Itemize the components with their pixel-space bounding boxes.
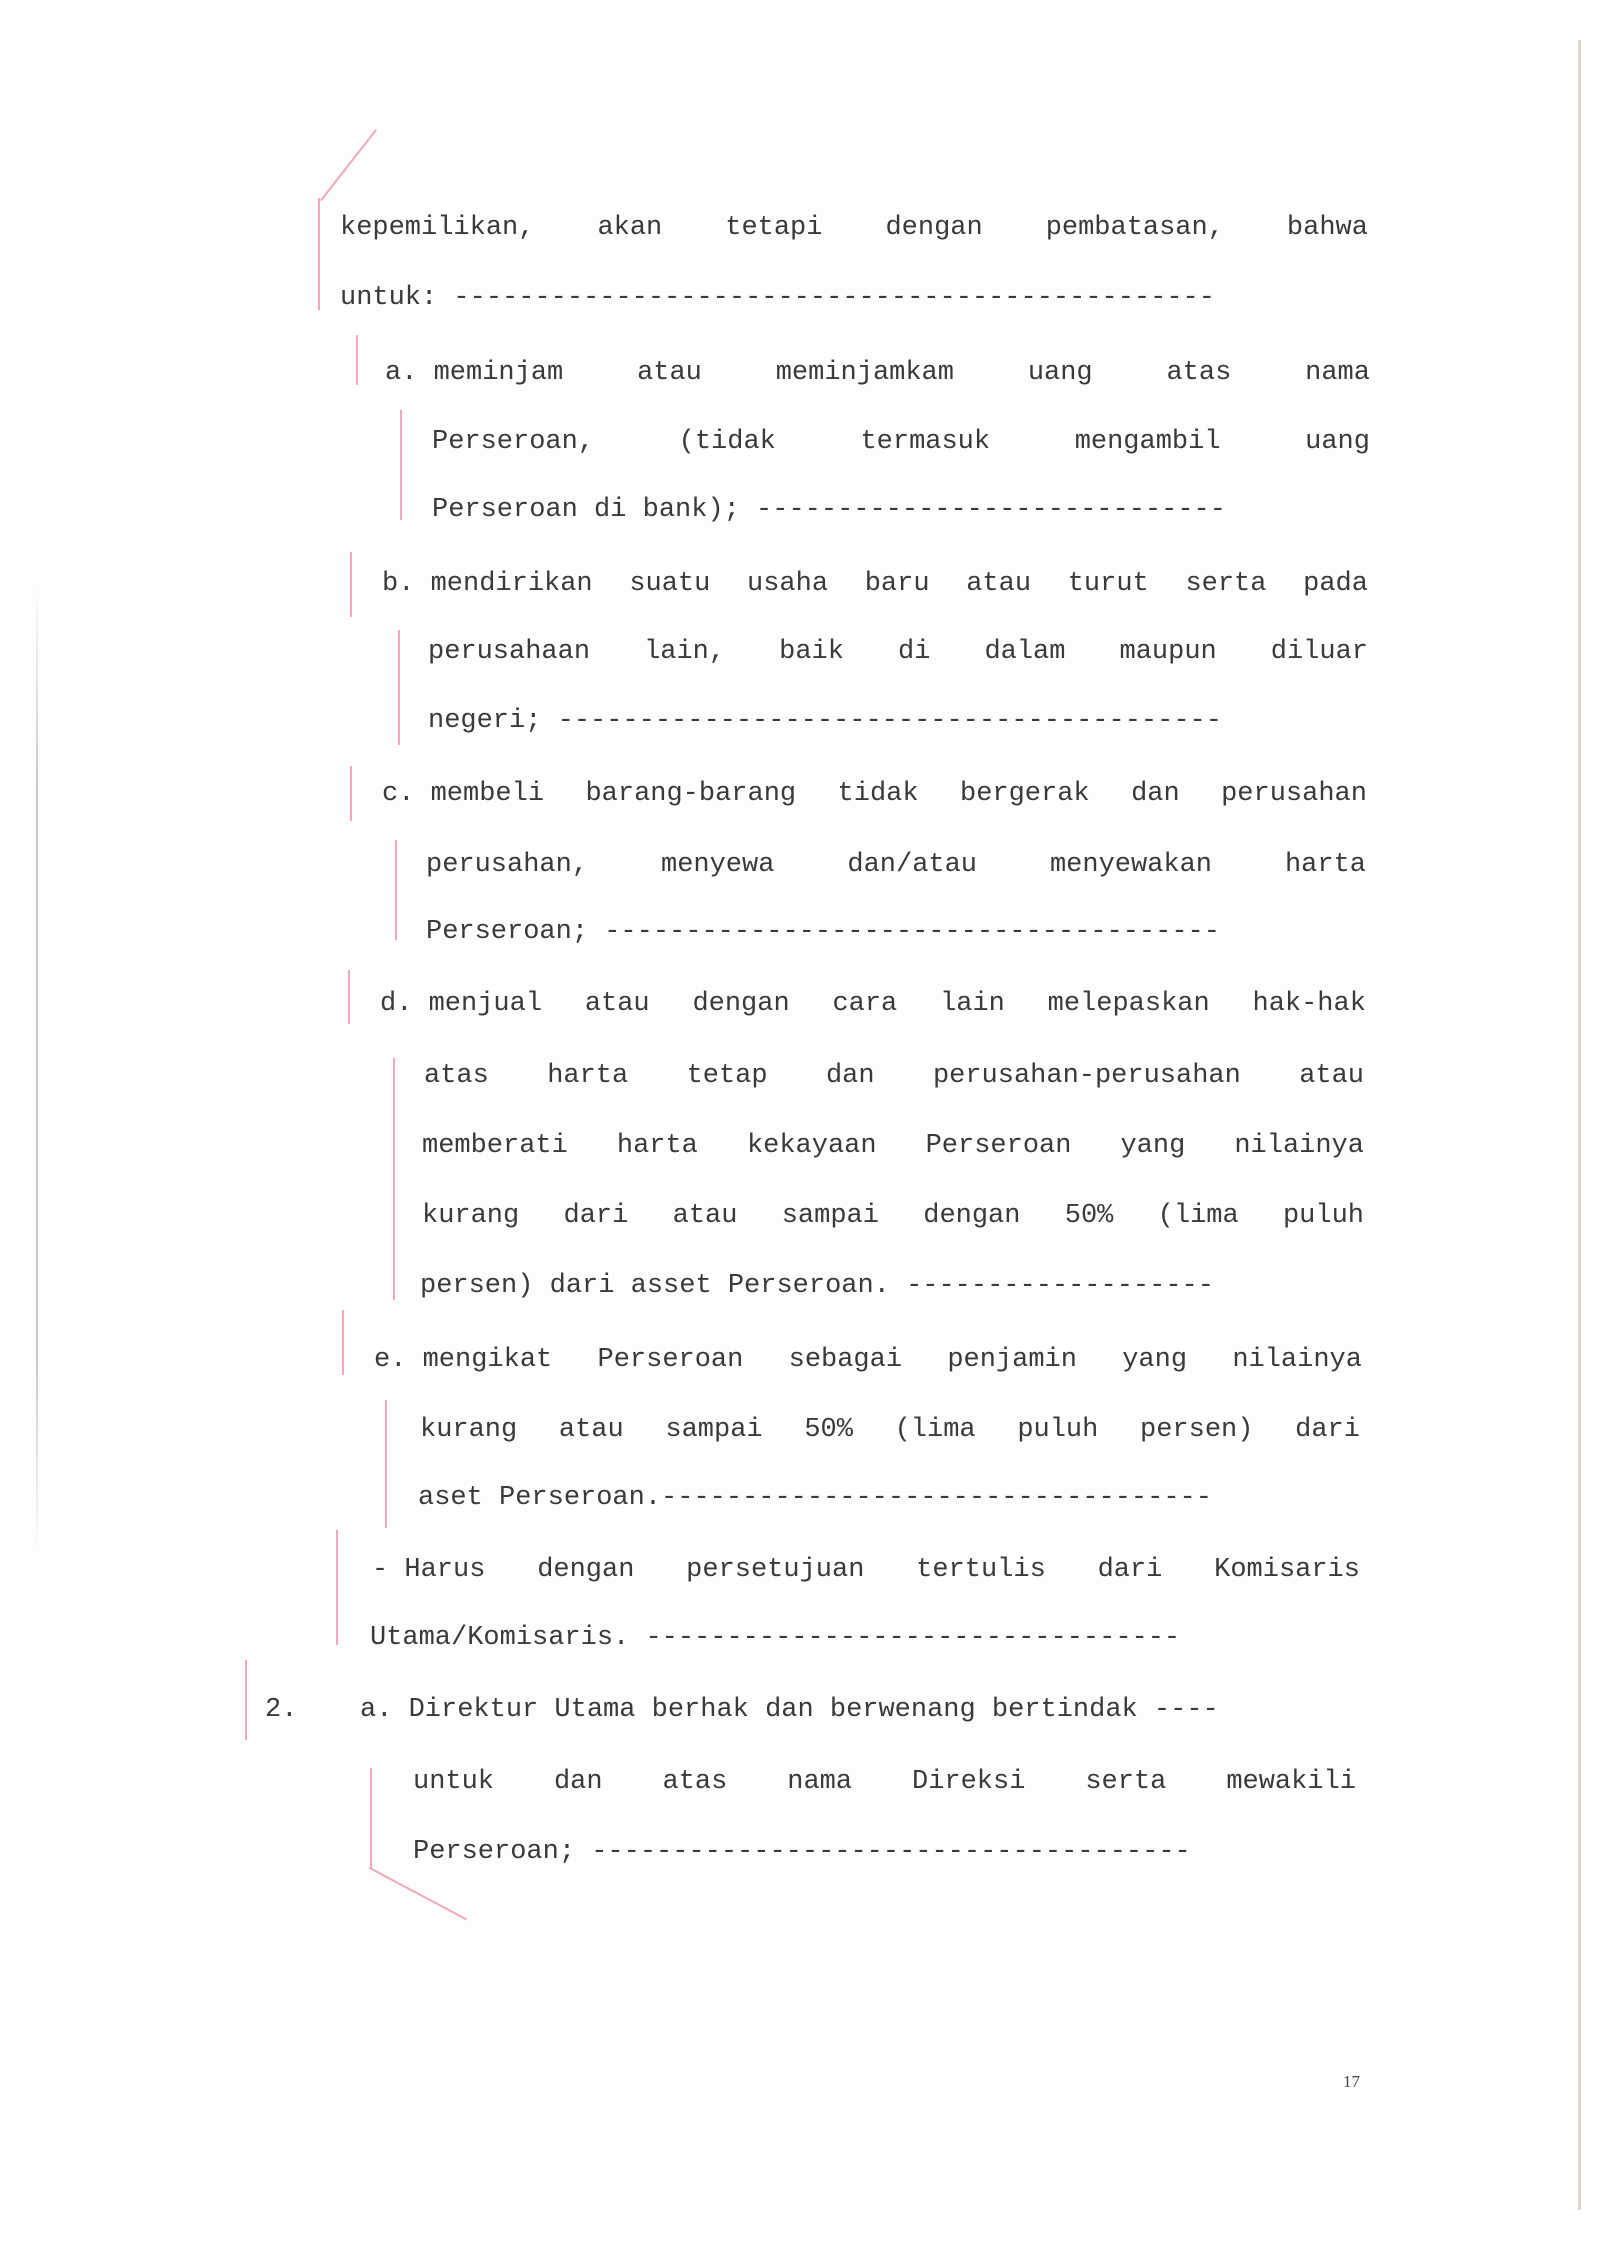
- word: Perseroan,: [432, 427, 595, 457]
- word: akan: [597, 213, 663, 243]
- word: 50%: [804, 1415, 853, 1445]
- text-line: [413, 1766, 1356, 1798]
- word: c. membeli: [382, 779, 545, 809]
- word: b. mendirikan: [382, 569, 593, 599]
- word: yang: [1120, 1131, 1186, 1161]
- word: di: [898, 637, 931, 667]
- word: hak-hak: [1252, 989, 1366, 1019]
- word: memberati: [422, 1131, 568, 1161]
- word: lain,: [644, 637, 726, 667]
- text-line: [420, 1414, 1360, 1446]
- word: menyewakan: [1049, 850, 1213, 880]
- word: termasuk: [860, 427, 991, 457]
- word: dengan: [692, 989, 790, 1019]
- word: suatu: [629, 569, 711, 599]
- word: harta: [547, 1061, 629, 1091]
- text-line: [428, 636, 1368, 668]
- word: - Harus: [372, 1555, 486, 1585]
- word: kurang: [420, 1415, 518, 1445]
- text-line: Perseroan di bank); -----------------------------: [432, 495, 1226, 525]
- margin-mark: [370, 1768, 372, 1868]
- word: atas: [424, 1061, 489, 1091]
- text-line: Perseroan; -------------------------------------: [413, 1837, 1191, 1867]
- text-line: [422, 1200, 1364, 1232]
- word: mengambil: [1074, 427, 1221, 457]
- scan-edge-shadow: [36, 590, 38, 1550]
- margin-mark: [400, 410, 402, 520]
- word: (tidak: [678, 427, 776, 457]
- word: atas: [662, 1767, 728, 1797]
- page-number: 17: [1343, 2072, 1360, 2091]
- word: dan/atau: [847, 850, 978, 880]
- word: sebagai: [788, 1345, 903, 1375]
- word: perusahan,: [426, 850, 589, 880]
- word: untuk: [413, 1767, 495, 1797]
- margin-mark: [342, 1310, 344, 1375]
- list-item-c: [382, 778, 1367, 810]
- text-line: Perseroan; --------------------------------------: [426, 917, 1220, 947]
- word: dalam: [984, 637, 1066, 667]
- word: penjamin: [947, 1345, 1077, 1375]
- word: nilainya: [1234, 1131, 1364, 1161]
- word: serta: [1185, 569, 1267, 599]
- text-line: [422, 1130, 1364, 1162]
- approval-clause: [372, 1554, 1360, 1586]
- text-line: aset Perseroan.----------------------------------: [418, 1483, 1212, 1513]
- text-line: [426, 849, 1366, 881]
- word: tetapi: [725, 213, 823, 243]
- word: baru: [864, 569, 930, 599]
- word: nama: [787, 1767, 853, 1797]
- margin-mark: [356, 335, 358, 385]
- word: harta: [1284, 850, 1366, 880]
- word: menyewa: [661, 850, 775, 880]
- word: maupun: [1119, 637, 1217, 667]
- text-line: untuk: -----------------------------------------------: [340, 283, 1215, 313]
- margin-mark: [398, 630, 400, 745]
- word: meminjamkam: [775, 358, 954, 388]
- word: Komisaris: [1214, 1555, 1360, 1585]
- text-line: Utama/Komisaris. ---------------------------------: [370, 1623, 1181, 1653]
- section-2-item-a: a. Direktur Utama berhak dan berwenang bertindak ----: [360, 1695, 1219, 1725]
- margin-mark: [393, 1058, 395, 1300]
- text-line: negeri; -----------------------------------------: [428, 706, 1222, 736]
- list-item-b: [382, 568, 1368, 600]
- word: cara: [832, 989, 898, 1019]
- margin-mark: [318, 198, 320, 310]
- word: mewakili: [1226, 1767, 1356, 1797]
- word: d. menjual: [380, 989, 543, 1019]
- word: atau: [558, 1415, 624, 1445]
- word: dan: [825, 1061, 875, 1091]
- word: bergerak: [960, 779, 1090, 809]
- word: kurang: [422, 1201, 520, 1231]
- word: a. meminjam: [385, 358, 564, 388]
- word: harta: [616, 1131, 698, 1161]
- word: tertulis: [916, 1555, 1046, 1585]
- word: puluh: [1282, 1201, 1364, 1231]
- word: kekayaan: [746, 1131, 877, 1161]
- text-line: persen) dari asset Perseroan. -------------------: [420, 1271, 1214, 1301]
- word: tidak: [837, 779, 919, 809]
- text-line: [432, 426, 1370, 458]
- word: (lima: [1157, 1201, 1239, 1231]
- word: 50%: [1064, 1201, 1114, 1231]
- word: uang: [1305, 427, 1370, 457]
- word: tetap: [686, 1061, 768, 1091]
- word: perusahan: [1221, 779, 1367, 809]
- word: atau: [584, 989, 650, 1019]
- margin-mark: [350, 766, 352, 821]
- section-number: 2.: [265, 1695, 298, 1725]
- word: barang-barang: [585, 779, 797, 809]
- word: atau: [1299, 1061, 1364, 1091]
- word: nilainya: [1232, 1345, 1362, 1375]
- word: serta: [1085, 1767, 1167, 1797]
- word: dan: [1131, 779, 1180, 809]
- word: atau: [966, 569, 1032, 599]
- margin-mark: [395, 840, 397, 940]
- word: atas: [1166, 358, 1232, 388]
- word: persen): [1140, 1415, 1254, 1445]
- word: sampai: [665, 1415, 763, 1445]
- word: pembatasan,: [1045, 213, 1224, 243]
- margin-mark: [385, 1400, 387, 1528]
- word: Perseroan: [925, 1131, 1072, 1161]
- word: turut: [1067, 569, 1149, 599]
- word: dan: [553, 1767, 603, 1797]
- word: bahwa: [1286, 213, 1368, 243]
- word: persetujuan: [686, 1555, 865, 1585]
- margin-mark: [350, 552, 352, 617]
- word: dengan: [923, 1201, 1021, 1231]
- word: yang: [1122, 1345, 1188, 1375]
- word: pada: [1303, 569, 1368, 599]
- word: nama: [1305, 358, 1370, 388]
- word: Perseroan: [597, 1345, 744, 1375]
- word: (lima: [894, 1415, 976, 1445]
- word: kepemilikan,: [340, 213, 535, 243]
- word: dengan: [885, 213, 983, 243]
- word: diluar: [1270, 637, 1368, 667]
- word: atau: [637, 358, 702, 388]
- word: lain: [940, 989, 1005, 1019]
- word: e. mengikat: [374, 1345, 553, 1375]
- text-line: [340, 212, 1368, 244]
- word: usaha: [747, 569, 829, 599]
- text-line: [424, 1060, 1364, 1092]
- word: puluh: [1017, 1415, 1099, 1445]
- word: baik: [779, 637, 844, 667]
- word: perusahan-perusahan: [932, 1061, 1241, 1091]
- word: dari: [1295, 1415, 1360, 1445]
- word: melepaskan: [1047, 989, 1210, 1019]
- word: Direksi: [912, 1767, 1026, 1797]
- word: dari: [563, 1201, 629, 1231]
- word: uang: [1027, 358, 1093, 388]
- word: sampai: [781, 1201, 879, 1231]
- list-item-d: [380, 988, 1366, 1020]
- margin-mark: [348, 970, 350, 1024]
- word: perusahaan: [428, 637, 591, 667]
- margin-mark: [245, 1660, 247, 1740]
- word: dari: [1097, 1555, 1163, 1585]
- word: atau: [672, 1201, 738, 1231]
- margin-mark: [336, 1530, 338, 1645]
- list-item-e: [374, 1344, 1362, 1376]
- word: dengan: [537, 1555, 635, 1585]
- list-item-a: [385, 357, 1370, 389]
